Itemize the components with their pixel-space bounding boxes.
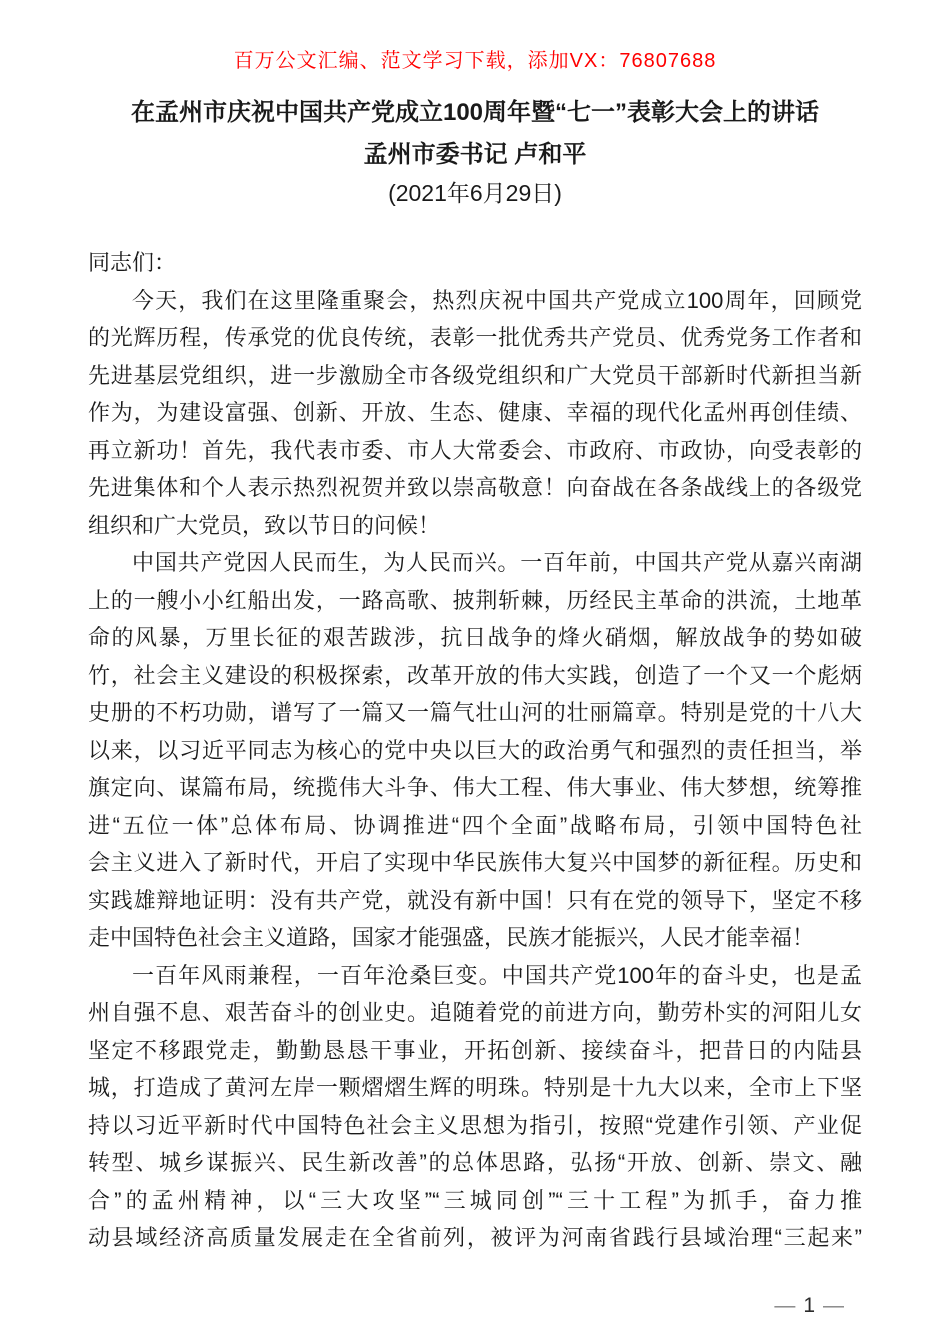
title-block bbox=[0, 97, 950, 208]
document-speaker: 孟州市委书记 卢和平 bbox=[363, 141, 587, 168]
page-number-dash-right: — bbox=[823, 1294, 844, 1317]
paragraph bbox=[88, 544, 862, 957]
text-line: 以来，以习近平同志为核心的党中央以巨大的政治勇气和强烈的责任担当，举 bbox=[88, 737, 862, 763]
text-line: 持以习近平新时代中国特色社会主义思想为指引，按照“党建作引领、产业促 bbox=[88, 1112, 862, 1138]
text-line: 坚定不移跟党走，勤勤恳恳干事业，开拓创新、接续奋斗，把昔日的内陆县 bbox=[88, 1037, 862, 1063]
promo-notice: 百万公文汇编、范文学习下载，添加VX：76807688 bbox=[233, 50, 717, 72]
paragraph bbox=[88, 957, 862, 1257]
text-line: 转型、城乡谋振兴、民生新改善”的总体思路，弘扬“开放、创新、崇文、融 bbox=[88, 1150, 862, 1175]
text-line: 走中国特色社会主义道路，国家才能强盛，民族才能振兴，人民才能幸福！ bbox=[88, 925, 815, 950]
salutation-line: 同志们： bbox=[88, 250, 177, 275]
text-line: 动县域经济高质量发展走在全省前列，被评为河南省践行县域治理“三起来” bbox=[88, 1225, 862, 1250]
paragraphs-container bbox=[88, 282, 862, 1257]
text-line: 一百年风雨兼程，一百年沧桑巨变。中国共产党100年的奋斗史，也是孟 bbox=[132, 962, 862, 988]
page-footer bbox=[0, 1294, 852, 1318]
paragraph bbox=[88, 282, 862, 545]
text-line: 的光辉历程，传承党的优良传统，表彰一批优秀共产党员、优秀党务工作者和 bbox=[88, 325, 862, 350]
page-number: 1 bbox=[803, 1294, 815, 1317]
text-line: 实践雄辩地证明：没有共产党，就没有新中国！只有在党的领导下，坚定不移 bbox=[88, 887, 862, 913]
document-title: 在孟州市庆祝中国共产党成立100周年暨“七一”表彰大会上的讲话 bbox=[130, 99, 820, 126]
document-date: (2021年6月29日) bbox=[388, 180, 562, 206]
text-line: 作为，为建设富强、创新、开放、生态、健康、幸福的现代化孟州再创佳绩、 bbox=[88, 400, 862, 425]
text-line: 组织和广大党员，致以节日的问候！ bbox=[88, 512, 441, 538]
text-line: 州自强不息、艰苦奋斗的创业史。追随着党的前进方向，勤劳朴实的河阳儿女 bbox=[88, 1000, 862, 1025]
text-line: 城，打造成了黄河左岸一颗熠熠生辉的明珠。特别是十九大以来，全市上下坚 bbox=[88, 1075, 862, 1100]
text-line: 上的一艘小小红船出发，一路高歌、披荆斩棘，历经民主革命的洪流，土地革 bbox=[88, 587, 862, 613]
text-line: 中国共产党因人民而生，为人民而兴。一百年前，中国共产党从嘉兴南湖 bbox=[132, 550, 862, 575]
text-line: 会主义进入了新时代，开启了实现中华民族伟大复兴中国梦的新征程。历史和 bbox=[88, 850, 862, 875]
page-number-dash-left: — bbox=[774, 1294, 796, 1317]
text-line: 旗定向、谋篇布局，统揽伟大斗争、伟大工程、伟大事业、伟大梦想，统筹推 bbox=[88, 775, 862, 800]
document-body bbox=[88, 244, 862, 1257]
text-line: 先进集体和个人表示热烈祝贺并致以崇高敬意！向奋战在各条战线上的各级党 bbox=[88, 475, 862, 500]
text-line: 史册的不朽功勋，谱写了一篇又一篇气壮山河的壮丽篇章。特别是党的十八大 bbox=[88, 700, 862, 725]
text-line: 再立新功！首先，我代表市委、市人大常委会、市政府、市政协，向受表彰的 bbox=[88, 437, 862, 463]
text-line: 命的风暴，万里长征的艰苦跋涉，抗日战争的烽火硝烟，解放战争的势如破 bbox=[88, 625, 862, 650]
text-line: 今天，我们在这里隆重聚会，热烈庆祝中国共产党成立100周年，回顾党 bbox=[132, 287, 862, 313]
text-line: 竹，社会主义建设的积极探索，改革开放的伟大实践，创造了一个又一个彪炳 bbox=[88, 662, 862, 688]
text-line: 先进基层党组织，进一步激励全市各级党组织和广大党员干部新时代新担当新 bbox=[88, 362, 862, 388]
text-line: 进“五位一体”总体布局、协调推进“四个全面”战略布局，引领中国特色社 bbox=[88, 812, 862, 838]
text-line: 合”的孟州精神，以“三大攻坚”“三城同创”“三十工程”为抓手，奋力推 bbox=[88, 1187, 862, 1213]
